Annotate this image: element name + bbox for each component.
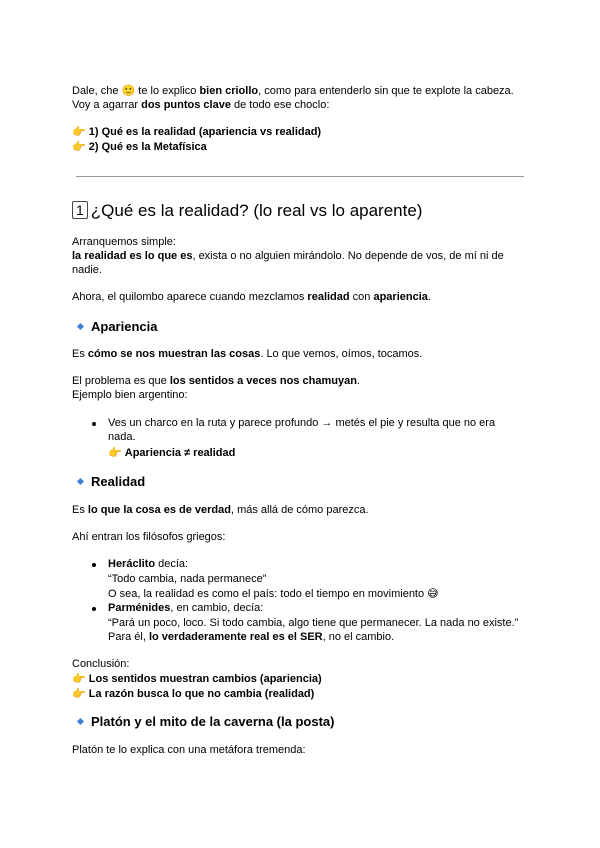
realidad-p2: Ahí entran los filósofos griegos:: [72, 531, 226, 543]
heraclito-line3: O sea, la realidad es como el país: todo el tiempo en movimiento 😅: [108, 587, 439, 600]
section-1-p2: Ahora, el quilombo aparece cuando mezclamos realidad con apariencia.: [72, 291, 431, 303]
intro-line-2: Voy a agarrar dos puntos clave de todo ese choclo:: [72, 99, 330, 111]
heraclito-line1: Heráclito decía:: [108, 558, 189, 570]
section-1-p1-line1: Arranquemos simple:: [72, 236, 176, 248]
section-1-p1-line2: la realidad es lo que es, exista o no alguien mirándolo. No depende de vos, de mí ni de: [72, 250, 504, 262]
conclusion-2: 👉 La razón busca lo que no cambia (realidad): [72, 687, 315, 700]
bullet-dot: [92, 422, 96, 426]
parmenides-line3: Para él, lo verdaderamente real es el SER, no el cambio.: [108, 631, 395, 643]
heraclito-quote: “Todo cambia, nada permanece”: [108, 573, 267, 585]
section-1-p1-line3: nadie.: [72, 264, 102, 276]
apariencia-bullet-line3: 👉 Apariencia ≠ realidad: [108, 446, 236, 459]
realidad-p1: Es lo que la cosa es de verdad, más allá de cómo parezca.: [72, 504, 369, 516]
bullet-dot: [92, 607, 96, 611]
parmenides-quote: “Pará un poco, loco. Si todo cambia, algo tiene que permanecer. La nada no existe.”: [108, 617, 519, 629]
section-1-heading: 1 ¿Qué es la realidad? (lo real vs lo aparente): [72, 200, 422, 222]
horizontal-rule: [76, 176, 524, 177]
conclusion-1: 👉 Los sentidos muestran cambios (apariencia): [72, 672, 322, 685]
sweat-smile-emoji-icon: 😅: [427, 587, 439, 600]
platon-heading: Platón y el mito de la caverna (la posta): [72, 713, 334, 731]
apariencia-p1: Es cómo se nos muestran las cosas. Lo que vemos, oímos, tocamos.: [72, 348, 423, 360]
apariencia-bullet-line2: nada.: [108, 431, 136, 443]
pointing-hand-icon: 👉: [108, 446, 122, 459]
pointing-hand-icon: 👉: [72, 687, 86, 700]
intro-line-1: Dale, che 🙂 te lo explico bien criollo, como para entenderlo sin que te explote la cabeza.: [72, 84, 514, 97]
parmenides-line1: Parménides, en cambio, decía:: [108, 602, 264, 614]
bullet-dot: [92, 563, 96, 567]
conclusion-label: Conclusión:: [72, 658, 130, 670]
key-point-2: 👉 2) Qué es la Metafísica: [72, 140, 207, 153]
pointing-hand-icon: 👉: [72, 125, 86, 138]
keycap-number-icon: 1: [72, 201, 88, 219]
realidad-heading: Realidad: [72, 473, 145, 491]
apariencia-bullet-line1: Ves un charco en la ruta y parece profundo → metés el pie y resulta que no era: [108, 417, 496, 429]
smile-emoji-icon: 🙂: [121, 84, 136, 97]
blue-diamond-icon: [77, 718, 84, 725]
pointing-hand-icon: 👉: [72, 140, 86, 153]
apariencia-p2-line2: Ejemplo bien argentino:: [72, 389, 188, 401]
key-point-1: 👉 1) Qué es la realidad (apariencia vs realidad): [72, 125, 322, 138]
platon-p1: Platón te lo explica con una metáfora tremenda:: [72, 744, 306, 756]
pointing-hand-icon: 👉: [72, 672, 86, 685]
apariencia-heading: Apariencia: [72, 318, 157, 336]
blue-diamond-icon: [77, 323, 84, 330]
blue-diamond-icon: [77, 478, 84, 485]
apariencia-p2-line1: El problema es que los sentidos a veces nos chamuyan.: [72, 375, 360, 387]
